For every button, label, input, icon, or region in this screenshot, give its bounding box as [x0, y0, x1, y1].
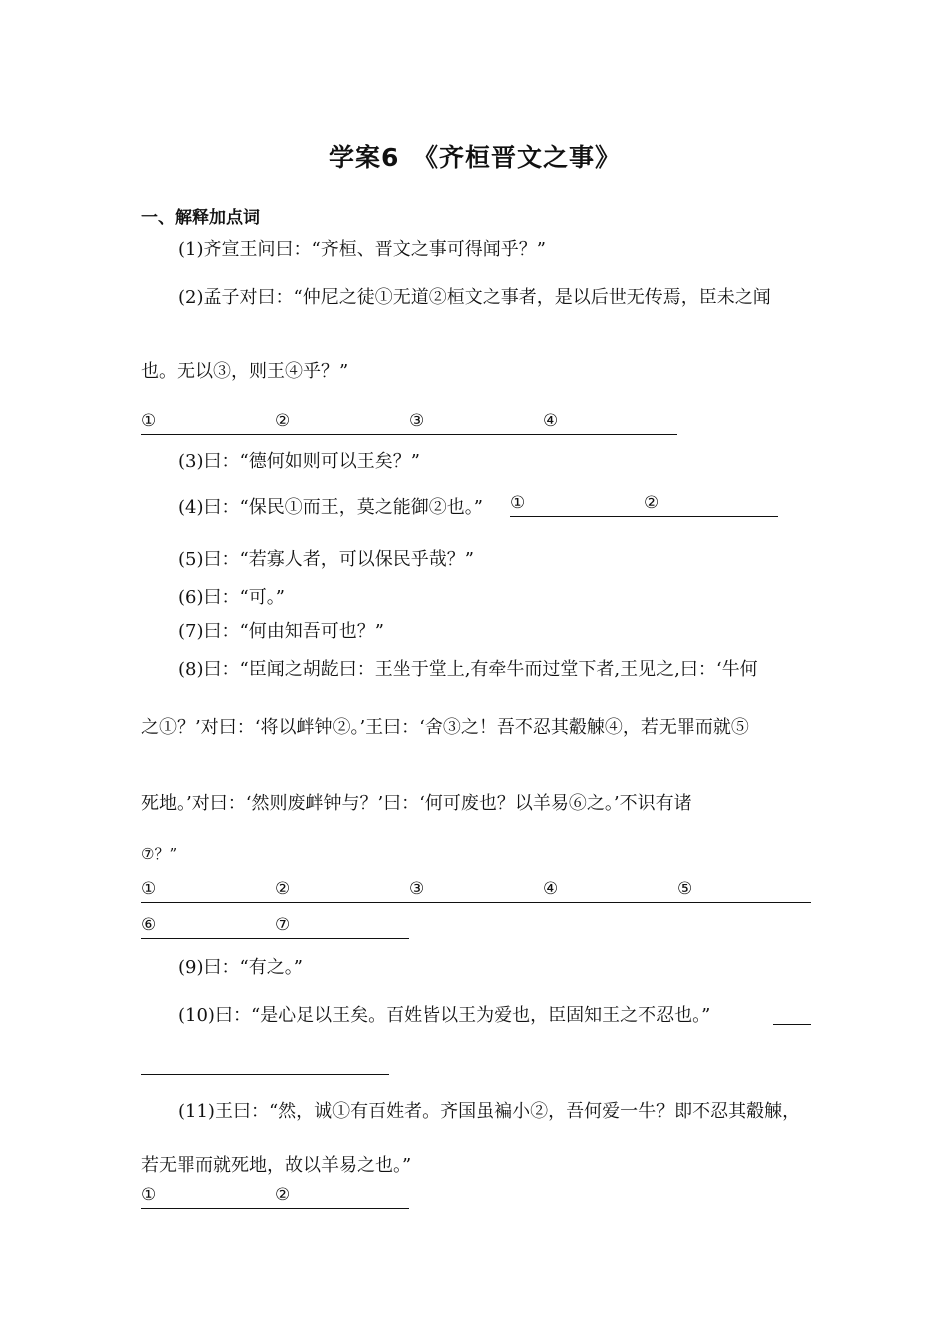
line-1: (1)齐宣王问曰：“齐桓、晋文之事可得闻乎？”: [178, 239, 546, 260]
blank-label-6: ⑥: [141, 915, 157, 935]
blank-label-1: ①: [141, 879, 157, 899]
line-4: (4)曰：“保民①而王，莫之能御②也。”: [178, 497, 483, 518]
answer-row-8b[interactable]: [141, 914, 409, 939]
blank-label-7: ⑦: [275, 915, 291, 935]
blank-label-2: ②: [275, 1185, 291, 1205]
answer-row-11[interactable]: [141, 1184, 409, 1209]
answer-row-8a[interactable]: [141, 878, 811, 903]
line-7: (7)曰：“何由知吾可也？”: [178, 621, 384, 642]
line-2b: 也。无以③，则王④乎？”: [141, 361, 349, 382]
blank-label-2: ②: [275, 411, 291, 431]
answer-row-4[interactable]: [510, 492, 778, 517]
line-8d: ⑦？”: [141, 845, 178, 863]
line-11b: 若无罪而就死地，故以羊易之也。”: [141, 1155, 412, 1176]
page-title: 学案6 《齐桓晋文之事》: [329, 143, 621, 172]
line-3: (3)曰：“德何如则可以王矣？”: [178, 451, 420, 472]
answer-row-2[interactable]: [141, 410, 677, 435]
blank-label-2: ②: [644, 493, 660, 513]
blank-label-4: ④: [543, 411, 559, 431]
section-heading: 一、解释加点词: [141, 208, 260, 228]
blank-label-1: ①: [141, 1185, 157, 1205]
line-9: (9)曰：“有之。”: [178, 957, 303, 978]
line-8c: 死地。’对曰：‘然则废衅钟与？’曰：‘何可废也？以羊易⑥之。’不识有诸: [141, 793, 692, 814]
line-8b: 之①？’对曰：‘将以衅钟②。’王曰：‘舍③之！吾不忍其觳觫④，若无罪而就⑤: [141, 717, 749, 738]
blank-label-3: ③: [409, 411, 425, 431]
line-5: (5)曰：“若寡人者，可以保民乎哉？”: [178, 549, 474, 570]
line-6: (6)曰：“可。”: [178, 587, 285, 608]
blank-label-2: ②: [275, 879, 291, 899]
line-10: (10)曰：“是心足以王矣。百姓皆以王为爱也，臣固知王之不忍也。”: [178, 1005, 711, 1026]
blank-label-3: ③: [409, 879, 425, 899]
blank-label-4: ④: [543, 879, 559, 899]
answer-blank-10-end[interactable]: [773, 1000, 811, 1025]
line-2a: (2)孟子对曰：“仲尼之徒①无道②桓文之事者，是以后世无传焉，臣未之闻: [178, 287, 771, 308]
blank-label-5: ⑤: [677, 879, 693, 899]
blank-label-1: ①: [510, 493, 526, 513]
line-8a: (8)曰：“臣闻之胡龁曰：王坐于堂上,有牵牛而过堂下者,王见之,曰：‘牛何: [178, 659, 758, 680]
blank-label-1: ①: [141, 411, 157, 431]
answer-blank-10[interactable]: [141, 1050, 389, 1075]
line-11a: (11)王曰：“然，诚①有百姓者。齐国虽褊小②，吾何爱一牛？即不忍其觳觫，: [178, 1101, 801, 1122]
